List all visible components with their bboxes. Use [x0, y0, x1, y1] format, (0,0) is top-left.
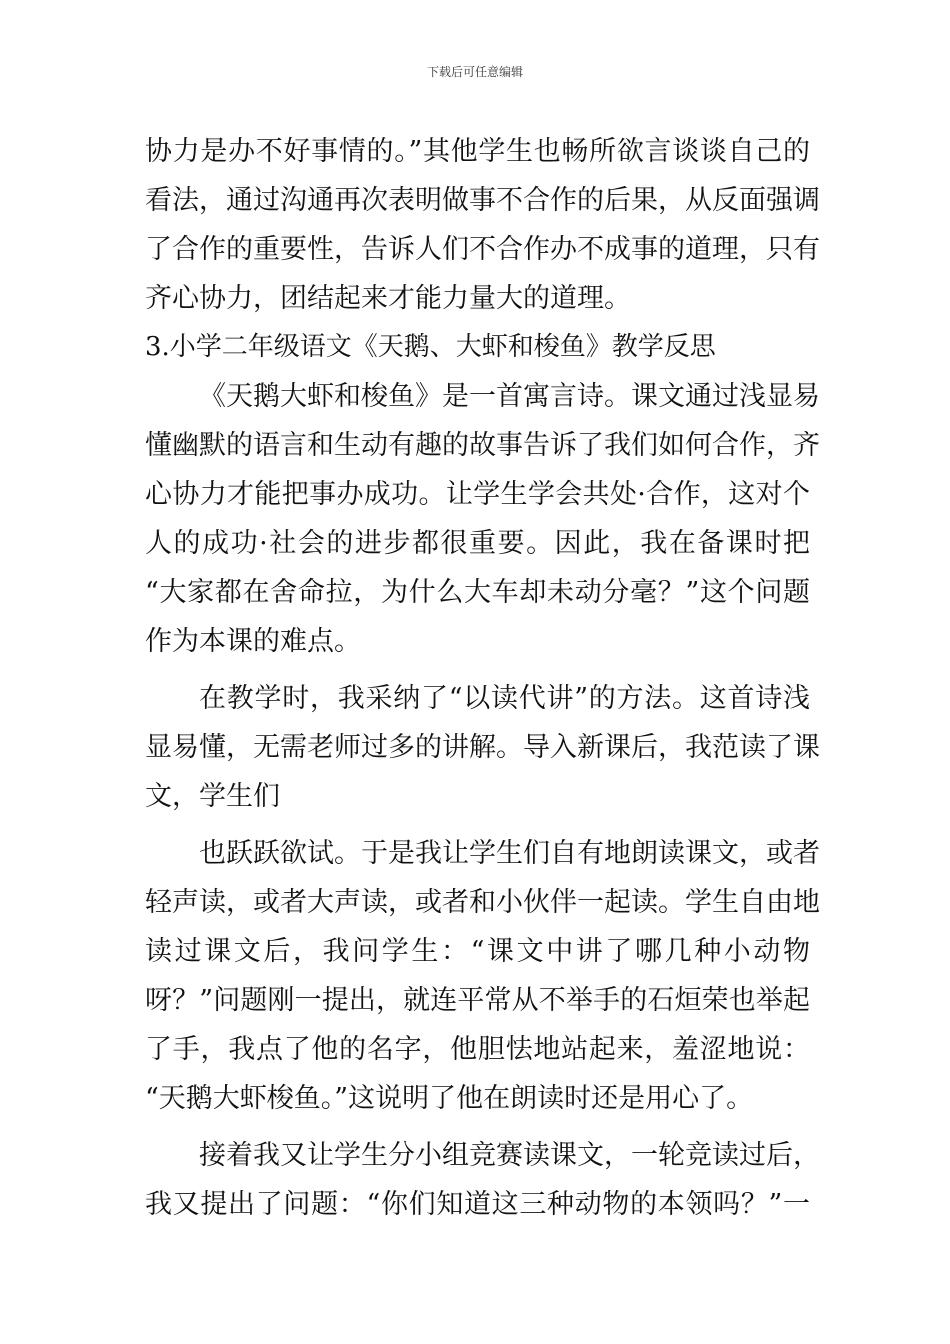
text-line: 齐心协力，团结起来才能力量大的道理。 [145, 283, 631, 314]
text-line: 看法，通过沟通再次表明做事不合作的后果，从反面强调 [145, 185, 820, 216]
text-line: “大家都在舍命拉，为什么大车却未动分毫？”这个问题 [145, 577, 810, 608]
text-line: 懂幽默的语言和生动有趣的故事告诉了我们如何合作，齐 [145, 430, 820, 461]
text-line: 作为本课的难点。 [145, 626, 361, 657]
section-heading: 3.小学二年级语文《天鹅、大虾和梭鱼》教学反思 [145, 332, 716, 362]
text-line: 我又提出了问题：“你们知道这三种动物的本领吗？”一 [145, 1189, 810, 1220]
text-line: 协力是办不好事情的。”其他学生也畅所欲言谈谈自己的 [145, 136, 810, 167]
paragraph-gap [145, 666, 810, 674]
text-line: 呀？”问题刚一提出，就连平常从不举手的石烜荣也举起 [145, 985, 810, 1016]
text-line: 接着我又让学生分小组竞赛读课文，一轮竞读过后， [199, 1140, 820, 1171]
document-body [145, 127, 820, 1229]
text-line: “天鹅大虾梭鱼。”这说明了他在朗读时还是用心了。 [145, 1083, 754, 1114]
text-line: 在教学时，我采纳了“以读代讲”的方法。这首诗浅 [199, 683, 810, 714]
text-line: 了手，我点了他的名字，他胆怯地站起来，羞涩地说： [145, 1034, 810, 1065]
text-line: 《天鹅大虾和梭鱼》是一首寓言诗。课文通过浅显易 [199, 381, 820, 412]
text-line: 读过课文后，我问学生：“课文中讲了哪几种小动物 [145, 936, 810, 967]
text-line: 也跃跃欲试。于是我让学生们自有地朗读课文，或者 [199, 838, 820, 869]
text-line: 显易懂，无需老师过多的讲解。导入新课后，我范读了课 [145, 732, 820, 763]
text-line: 人的成功·社会的进步都很重要。因此，我在备课时把 [145, 528, 810, 559]
paragraph-gap [145, 821, 810, 829]
text-line: 了合作的重要性，告诉人们不合作办不成事的道理，只有 [145, 234, 820, 265]
text-line: 文，学生们 [145, 781, 280, 812]
page-header: 下载后可任意编辑 [426, 65, 523, 79]
text-line: 轻声读，或者大声读，或者和小伙伴一起读。学生自由地 [145, 887, 820, 918]
paragraph-gap [145, 1123, 810, 1131]
text-line: 心协力才能把事办成功。让学生学会共处·合作，这对个 [145, 479, 810, 510]
